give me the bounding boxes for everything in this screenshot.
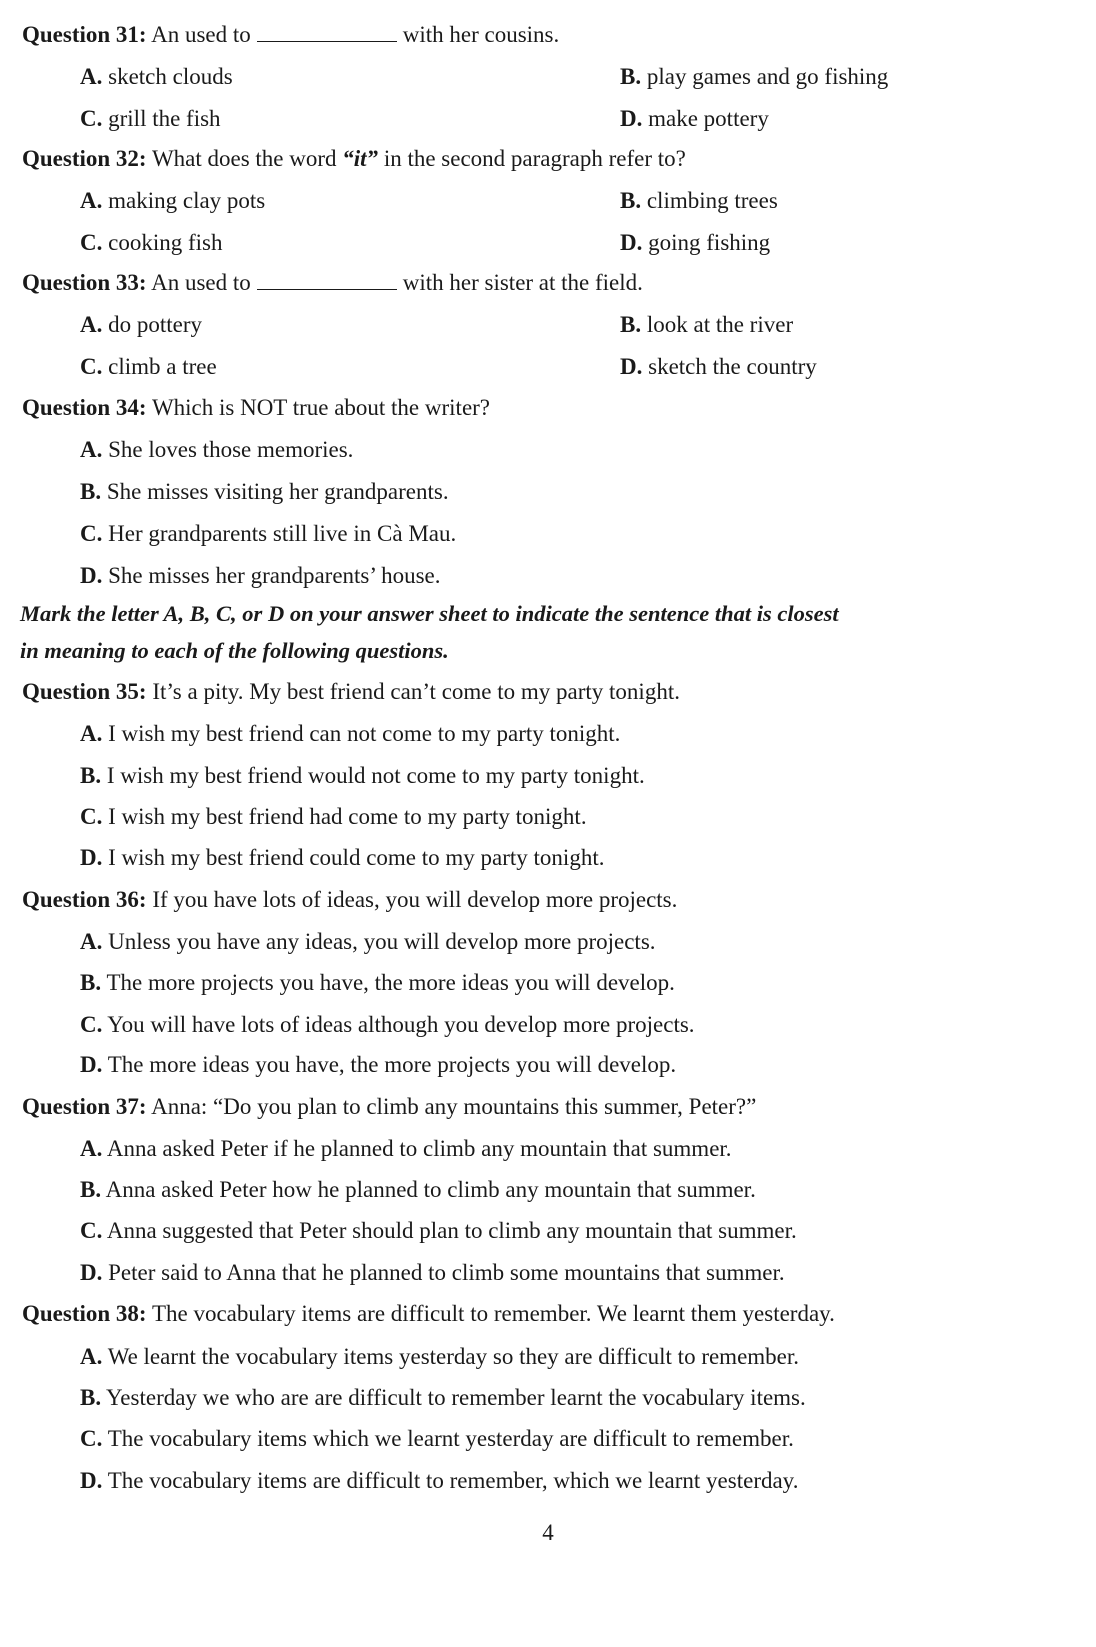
question-33: [22, 268, 643, 298]
question-text: It’s a pity. My best friend can’t come to my party tonight.: [152, 679, 680, 704]
question-number: Question 33:: [22, 270, 147, 295]
question-number: Question 36:: [22, 887, 147, 912]
option-d: D. I wish my best friend could come to my party tonight.: [80, 845, 605, 870]
option-d: D. She misses her grandparents’ house.: [80, 563, 441, 588]
option-b: B. Anna asked Peter how he planned to climb any mountain that summer.: [80, 1177, 756, 1202]
option-c: C. I wish my best friend had come to my party tonight.: [80, 804, 587, 829]
question-text: An used to: [151, 22, 251, 47]
answer-blank: [257, 21, 397, 42]
option-d: D. make pottery: [620, 106, 769, 131]
question-text: with her cousins.: [402, 22, 560, 47]
section-instruction-line-1: Mark the letter A, B, C, or D on your answer sheet to indicate the sentence that is closest: [20, 601, 839, 626]
question-text: If you have lots of ideas, you will develop more projects.: [152, 887, 678, 912]
option-d: D. sketch the country: [620, 354, 817, 379]
option-c: C. grill the fish: [80, 106, 221, 131]
question-number: Question 37:: [22, 1094, 147, 1119]
question-35: [22, 677, 680, 707]
section-instruction-line-2: in meaning to each of the following questions.: [20, 638, 449, 663]
option-c: C. climb a tree: [80, 354, 217, 379]
question-text: with her sister at the field.: [402, 270, 643, 295]
question-text: Anna: “Do you plan to climb any mountains this summer, Peter?”: [151, 1094, 757, 1119]
question-34: [22, 393, 490, 423]
option-d: D. going fishing: [620, 230, 771, 255]
question-text: Which is NOT true about the writer?: [151, 395, 491, 420]
question-36: [22, 885, 677, 915]
option-b: B. climbing trees: [620, 188, 778, 213]
question-number: Question 34:: [22, 395, 147, 420]
option-b: B. look at the river: [620, 312, 794, 337]
answer-blank: [257, 269, 397, 290]
option-a: A. Anna asked Peter if he planned to climb any mountain that summer.: [80, 1136, 732, 1161]
question-37: [22, 1092, 756, 1122]
question-31: [22, 20, 559, 50]
option-b: B. play games and go fishing: [620, 64, 889, 89]
question-text: An used to: [151, 270, 251, 295]
question-38: [22, 1299, 835, 1329]
option-d: D. The vocabulary items are difficult to remember, which we learnt yesterday.: [80, 1468, 799, 1493]
option-c: C. The vocabulary items which we learnt yesterday are difficult to remember.: [80, 1426, 794, 1451]
question-number: Question 35:: [22, 679, 147, 704]
option-a: A. Unless you have any ideas, you will develop more projects.: [80, 929, 656, 954]
option-b: B. The more projects you have, the more ideas you will develop.: [80, 970, 675, 995]
page-number: 4: [542, 1520, 554, 1545]
option-c: C. Her grandparents still live in Cà Mau.: [80, 521, 457, 546]
question-number: Question 32:: [22, 146, 147, 171]
option-d: D. Peter said to Anna that he planned to climb some mountains that summer.: [80, 1260, 785, 1285]
question-number: Question 31:: [22, 22, 147, 47]
question-number: Question 38:: [22, 1301, 147, 1326]
option-a: A. do pottery: [80, 312, 203, 337]
option-a: A. sketch clouds: [80, 64, 233, 89]
option-b: B. Yesterday we who are are difficult to remember learnt the vocabulary items.: [80, 1385, 806, 1410]
question-text: What does the word: [151, 146, 337, 171]
option-a: A. She loves those memories.: [80, 437, 354, 462]
question-text: The vocabulary items are difficult to remember. We learnt them yesterday.: [151, 1301, 835, 1326]
option-c: C. cooking fish: [80, 230, 223, 255]
quoted-word: “it”: [342, 146, 379, 171]
option-b: B. She misses visiting her grandparents.: [80, 479, 449, 504]
question-32: [22, 144, 686, 174]
option-c: C. You will have lots of ideas although you develop more projects.: [80, 1012, 695, 1037]
option-a: A. making clay pots: [80, 188, 266, 213]
option-a: A. I wish my best friend can not come to my party tonight.: [80, 721, 621, 746]
question-text: in the second paragraph refer to?: [383, 146, 686, 171]
option-a: A. We learnt the vocabulary items yesterday so they are difficult to remember.: [80, 1344, 800, 1369]
option-c: C. Anna suggested that Peter should plan to climb any mountain that summer.: [80, 1218, 797, 1243]
option-d: D. The more ideas you have, the more projects you will develop.: [80, 1052, 677, 1077]
option-b: B. I wish my best friend would not come to my party tonight.: [80, 763, 645, 788]
